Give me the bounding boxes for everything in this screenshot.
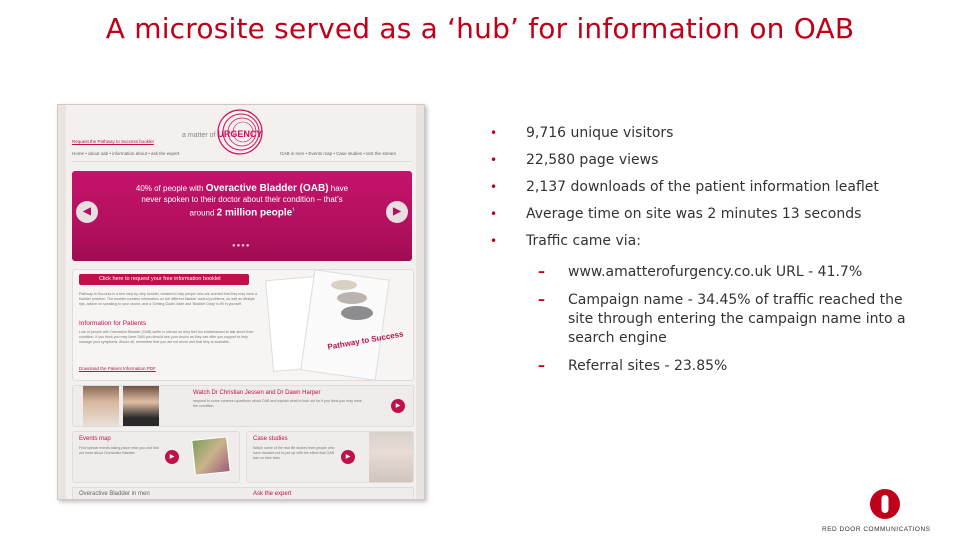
bullet-dot-icon: • — [490, 153, 498, 167]
hero-prev-button[interactable]: ◀ — [76, 201, 98, 223]
logo-word: URGENCY — [217, 129, 263, 139]
info-patients-text: Lots of people with Overactive Bladder (OAB) suffer in silence as they feel too embarrassed to talk about their condition. If you think you may have OAB you should see your doctor as they can offer you support to help manage your symptoms. Above all, remember that you are not alone and that help is available. — [79, 330, 254, 344]
bullet-item — [490, 178, 910, 197]
events-text: Find special events taking place near you and find out more about Overactive Bladder. — [79, 446, 159, 455]
microsite-screenshot — [57, 104, 425, 500]
dash-icon: – — [538, 292, 545, 308]
events-map-image — [191, 436, 231, 476]
case-studies-text: Watch some of the real life stories from people who have decided not to put up with the effect that OAB has on their lives. — [253, 446, 335, 460]
pathway-cover-title: Pathway to Success — [326, 329, 405, 352]
download-pdf-link[interactable]: Download the Patient Information PDF — [79, 366, 156, 371]
video-title[interactable]: Watch Dr Christian Jessen and Dr Dawn Harper — [193, 390, 321, 396]
doctor-photo — [123, 386, 159, 426]
case-studies-play-button[interactable]: ▶ — [341, 450, 355, 464]
bullet-item — [490, 232, 910, 251]
hero-footnote: ¹ — [292, 207, 295, 214]
video-section — [72, 385, 414, 427]
bullet-item — [490, 124, 910, 143]
stats-list — [490, 124, 910, 385]
red-door-logo-icon — [869, 488, 901, 520]
sub-bullet-item — [490, 357, 908, 376]
bullet-dot-icon: • — [490, 126, 498, 140]
hero-line-1: 40% of people with — [135, 184, 206, 193]
request-booklet-link[interactable]: Request the Pathway to Success booklet — [72, 139, 154, 144]
hero-next-button[interactable]: ▶ — [386, 201, 408, 223]
video-text: respond to some common questions about OAB and explain what to look out for if you think you may have the condition. — [193, 399, 362, 408]
sub-bullet-item — [490, 263, 908, 282]
bullet-dot-icon: • — [490, 180, 498, 194]
dash-icon: – — [538, 358, 545, 374]
company-name: RED DOOR COMMUNICATIONS — [822, 526, 931, 533]
bullet-item — [490, 205, 910, 224]
bullet-text: 2,137 downloads of the patient information leaflet — [526, 179, 879, 195]
stone-image — [337, 292, 367, 304]
nav-divider — [72, 161, 412, 162]
dash-icon: – — [538, 264, 545, 280]
hero-bold-1: Overactive Bladder (OAB) — [205, 183, 329, 194]
bullet-dot-icon: • — [490, 234, 498, 248]
bullet-text: 22,580 page views — [526, 152, 659, 168]
bullet-text: Average time on site was 2 minutes 13 seconds — [526, 206, 862, 222]
site-logo[interactable] — [182, 129, 262, 139]
events-play-button[interactable]: ▶ — [165, 450, 179, 464]
logo-prefix: a matter of — [182, 132, 216, 139]
events-map-card — [72, 431, 240, 483]
hero-banner — [72, 171, 412, 261]
sub-bullet-text: www.amatterofurgency.co.uk URL - 41.7% — [568, 264, 863, 280]
secondary-nav[interactable]: OAB in men • Events map • Case studies • test the stream — [280, 151, 397, 156]
hero-pagination-dots[interactable]: ●●●● — [232, 243, 251, 249]
stone-image — [331, 280, 357, 290]
bottom-links-row — [72, 487, 414, 500]
bullet-text: Traffic came via: — [526, 233, 641, 249]
video-play-button[interactable]: ▶ — [391, 399, 405, 413]
traffic-sources — [490, 263, 910, 376]
oab-men-title[interactable]: Overactive Bladder in men — [79, 491, 150, 497]
hero-bold-2: 2 million people — [216, 207, 293, 219]
doctor-photo — [83, 386, 119, 426]
hero-text — [132, 183, 352, 219]
bullet-item — [490, 151, 910, 170]
ask-expert-title[interactable]: Ask the expert — [253, 491, 292, 497]
case-studies-card — [246, 431, 414, 483]
bullet-dot-icon: • — [490, 207, 498, 221]
case-studies-title[interactable]: Case studies — [253, 436, 288, 442]
booklet-section — [72, 269, 414, 381]
sub-bullet-item — [490, 291, 908, 348]
request-booklet-button[interactable]: Click here to request your free information booklet — [79, 274, 249, 285]
info-patients-heading: Information for Patients — [79, 320, 147, 327]
main-nav[interactable]: Home • about oab • information about • ask the expert — [72, 151, 180, 156]
hero-line-2: have never spoken to their doctor about their condition – that’s around — [141, 184, 349, 218]
sub-bullet-text: Campaign name - 34.45% of traffic reached the site through entering the campaign name into a search engine — [568, 292, 906, 346]
slide-title: A microsite served as a ‘hub’ for information on OAB — [105, 12, 855, 45]
sub-bullet-text: Referral sites - 23.85% — [568, 358, 728, 374]
events-title[interactable]: Events map — [79, 436, 111, 442]
bullet-text: 9,716 unique visitors — [526, 125, 674, 141]
booklet-description: Pathway to Success is a free step-by-step booklet, created to help people who are worried that they may have a bladder problem. The booklet contains information on the different bladder control problems, as well as lifestyle tips, advice on speaking to your doctor, and a 'Getting Goals' table and 'Bladder Diary' to fill in yourself. — [79, 292, 257, 306]
microsite-page — [66, 105, 416, 499]
stone-image — [341, 306, 373, 320]
case-study-photo — [369, 432, 413, 482]
